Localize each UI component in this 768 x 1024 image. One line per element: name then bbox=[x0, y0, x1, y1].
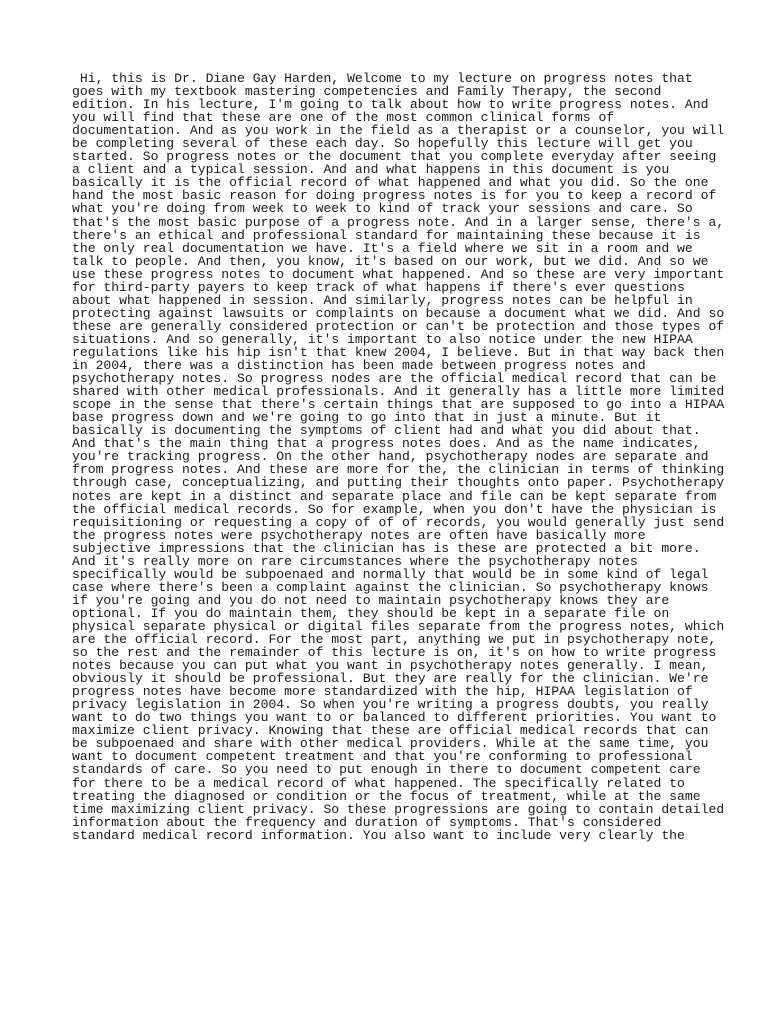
transcript-line: psychotherapy notes. So progress nodes are the official medical record that can be bbox=[72, 371, 717, 387]
transcript-line: basically it is the official record of what happened and what you did. So the one bbox=[72, 175, 709, 191]
transcript-line: progress notes have become more standardized with the hip, HIPAA legislation of bbox=[72, 684, 693, 700]
transcript-line: privacy legislation in 2004. So when you're writing a progress doubts, you really bbox=[72, 697, 709, 713]
transcript-line: want to do two things you want to or balanced to different priorities. You want to bbox=[72, 710, 717, 726]
transcript-line: started. So progress notes or the document that you complete everyday after seeing bbox=[72, 149, 717, 165]
transcript-line: requisitioning or requesting a copy of of of records, you would generally just send bbox=[72, 514, 725, 530]
transcript-line: notes because you can put what you want in psychotherapy notes generally. I mean, bbox=[72, 658, 709, 674]
transcript-line: from progress notes. And these are more for the, the clinician in terms of thinking bbox=[72, 462, 725, 478]
transcript-line: regulations like his hip isn't that knew 2004, I believe. But in that way back then bbox=[72, 344, 725, 360]
transcript-line: information about the frequency and duration of symptoms. That's considered bbox=[72, 814, 662, 830]
transcript-line: And that's the main thing that a progress notes does. And as the name indicates, bbox=[72, 436, 701, 452]
transcript-line: scope in the sense that there's certain things that are supposed to go into a HIPAA bbox=[72, 397, 725, 413]
transcript-line: notes are kept in a distinct and separate place and file can be kept separate from bbox=[72, 488, 717, 504]
transcript-line: if you're going and you do not need to maintain psychotherapy knows they are bbox=[72, 592, 670, 608]
transcript-line: standard medical record information. You also want to include very clearly the bbox=[72, 827, 685, 843]
transcript-line: be completing several of these each day. So hopefully this lecture will get you bbox=[72, 136, 693, 152]
transcript-line: optional. If you do maintain them, they should be kept in a separate file on bbox=[72, 605, 670, 621]
transcript-line: about what happened in session. And similarly, progress notes can be helpful in bbox=[72, 292, 693, 308]
transcript-line: case where there's been a complaint against the clinician. So psychotherapy knows bbox=[72, 579, 709, 595]
transcript-line: these are generally considered protection or can't be protection and those types of bbox=[72, 318, 725, 334]
transcript-line: talk to people. And then, you know, it's based on our work, but we did. And so we bbox=[72, 253, 709, 269]
transcript-line: And it's really more on rare circumstances where the psychotherapy notes bbox=[72, 553, 638, 569]
transcript-line: shared with other medical professionals. And it generally has a little more limited bbox=[72, 384, 725, 400]
transcript-line: be subpoenaed and share with other medical providers. While at the same time, you bbox=[72, 736, 709, 752]
transcript-line: maximize client privacy. Knowing that these are official medical records that can bbox=[72, 723, 709, 739]
transcript-line: edition. In his lecture, I'm going to talk about how to write progress notes. And bbox=[72, 97, 709, 113]
transcript-line: the only real documentation we have. It's a field where we sit in a room and we bbox=[72, 240, 693, 256]
transcript-line: protecting against lawsuits or complaints on because a document what we did. And so bbox=[72, 305, 725, 321]
transcript-line: use these progress notes to document what happened. And so these are very important bbox=[72, 266, 725, 282]
transcript-line: documentation. And as you work in the field as a therapist or a counselor, you will bbox=[72, 123, 725, 139]
transcript-line: the progress notes were psychotherapy notes are often have basically more bbox=[72, 527, 646, 543]
transcript-line: there's an ethical and professional standard for maintaining these because it is bbox=[72, 227, 701, 243]
transcript-line: time maximizing client privacy. So these progressions are going to contain detailed bbox=[72, 801, 725, 817]
transcript-line: specifically would be subpoenaed and normally that would be in some kind of legal bbox=[72, 566, 709, 582]
transcript-line: in 2004, there was a distinction has been made between progress notes and bbox=[72, 358, 646, 374]
transcript-line: what you're doing from week to week to kind of track your sessions and care. So bbox=[72, 201, 693, 217]
transcript-line: so the rest and the remainder of this lecture is on, it's on how to write progress bbox=[72, 645, 717, 661]
transcript-line: physical separate physical or digital files separate from the progress notes, which bbox=[72, 618, 725, 634]
transcript-line: the official medical records. So for example, when you don't have the physician is bbox=[72, 501, 717, 517]
transcript-line: you're tracking progress. On the other hand, psychotherapy nodes are separate and bbox=[72, 449, 709, 465]
transcript-line: goes with my textbook mastering competencies and Family Therapy, the second bbox=[72, 84, 662, 100]
transcript-line: through case, conceptualizing, and putting their thoughts onto paper. Psychotherapy bbox=[72, 475, 725, 491]
lecture-transcript bbox=[72, 71, 725, 843]
transcript-line: want to document competent treatment and that you're conforming to professional bbox=[72, 749, 693, 765]
transcript-line: for third-party payers to keep track of what happens if there's ever questions bbox=[72, 279, 685, 295]
transcript-line: standards of care. So you need to put enough in there to document competent care bbox=[72, 762, 701, 778]
transcript-line: subjective impressions that the clinician has is these are protected a bit more. bbox=[72, 540, 701, 556]
transcript-line: a client and a typical session. And and what happens in this document is you bbox=[72, 162, 670, 178]
transcript-line: situations. And so generally, it's important to also notice under the new HIPAA bbox=[72, 331, 693, 347]
transcript-line: for there to be a medical record of what happened. The specifically related to bbox=[72, 775, 685, 791]
transcript-line: base progress down and we're going to go into that in just a minute. But it bbox=[72, 410, 662, 426]
transcript-line: obviously it should be professional. But they are really for the clinician. We're bbox=[72, 671, 709, 687]
transcript-line: that's the most basic purpose of a progress note. And in a larger sense, there's a, bbox=[72, 214, 725, 230]
transcript-line: are the official record. For the most part, anything we put in psychotherapy note, bbox=[72, 632, 717, 648]
transcript-line: you will find that these are one of the most common clinical forms of bbox=[72, 110, 615, 126]
transcript-line: hand the most basic reason for doing progress notes is for you to keep a record of bbox=[72, 188, 717, 204]
transcript-line: Hi, this is Dr. Diane Gay Harden, Welcome to my lecture on progress notes that bbox=[72, 71, 693, 86]
transcript-line: basically is documenting the symptoms of client had and what you did about that. bbox=[72, 423, 701, 439]
transcript-line: treating the diagnosed or condition or the focus of treatment, while at the same bbox=[72, 788, 701, 804]
